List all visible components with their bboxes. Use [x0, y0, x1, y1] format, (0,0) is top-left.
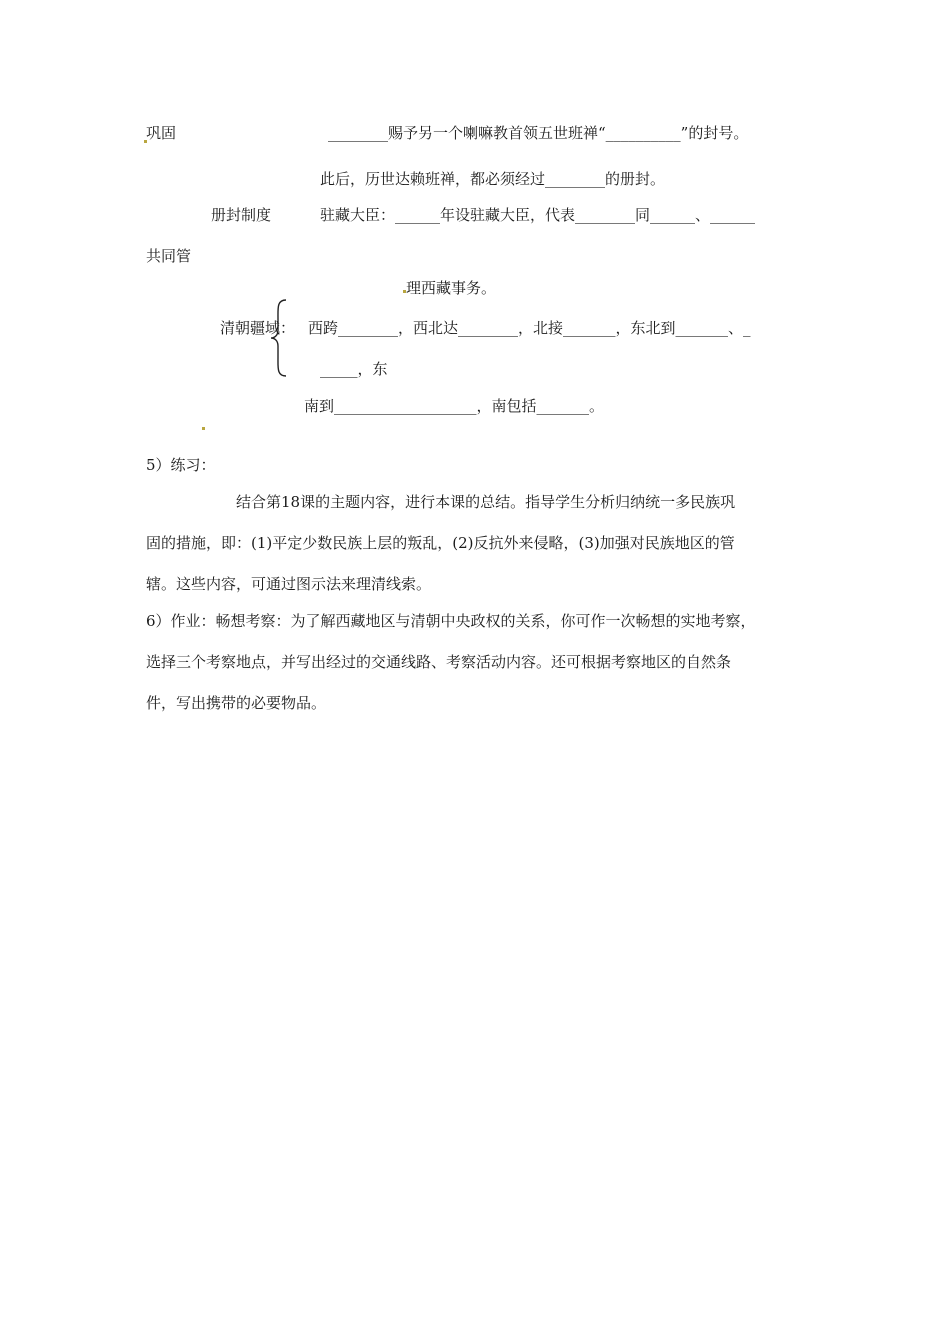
- text-cefeng: 册封制度: [211, 206, 272, 224]
- text-homework-3: 件，写出携带的必要物品。: [146, 694, 327, 712]
- text-gongtong: 共同管: [146, 247, 192, 265]
- text-territory-3: 南到___________________，南包括_______。: [304, 397, 605, 415]
- text-exercise-1: 结合第18课的主题内容，进行本课的总结。指导学生分析归纳统一多民族巩: [236, 493, 736, 511]
- marker-dot: [202, 427, 205, 430]
- text-bestow: ________赐予另一个喇嘛教首领五世班禅“__________”的封号。: [328, 124, 749, 142]
- text-territory-label: 清朝疆域：: [220, 319, 296, 337]
- text-gonggu: 巩固: [146, 124, 177, 142]
- text-homework-2: 选择三个考察地点，并写出经过的交通线路、考察活动内容。还可根据考察地区的自然条: [146, 653, 732, 671]
- text-exercise-2: 固的措施，即：(1)平定少数民族上层的叛乱，(2)反抗外来侵略，(3)加强对民族地区的管: [146, 534, 735, 552]
- text-exercise-title: 5）练习：: [146, 456, 216, 474]
- text-zhuzang: 驻藏大臣：______年设驻藏大臣，代表________同______、______: [320, 206, 756, 224]
- text-after: 此后，历世达赖班禅，都必须经过________的册封。: [320, 170, 666, 188]
- text-tibet: 理西藏事务。: [406, 279, 497, 297]
- text-homework-1: 6）作业：畅想考察：为了解西藏地区与清朝中央政权的关系，你可作一次畅想的实地考察，: [146, 612, 756, 630]
- text-exercise-3: 辖。这些内容，可通过图示法来理清线索。: [146, 575, 432, 593]
- text-territory-2: _____，东: [320, 360, 388, 378]
- curly-brace: [269, 298, 289, 378]
- text-territory-1: 西跨________，西北达________，北接_______，东北到_______、_: [308, 319, 751, 337]
